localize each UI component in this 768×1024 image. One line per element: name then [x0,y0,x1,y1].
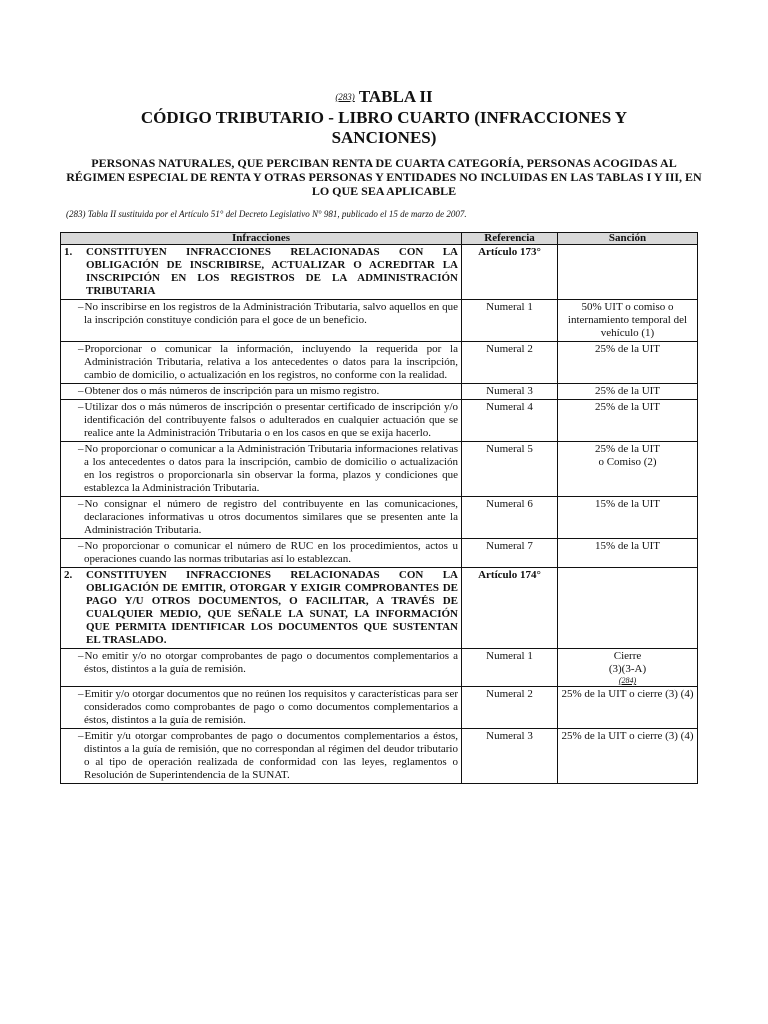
sanction-cell: 25% de la UIT o cierre (3) (4) [558,687,698,729]
infraction-text: Obtener dos o más números de inscripción para un mismo registro. [84,385,380,397]
sanction-cell [558,649,698,687]
infraction-text: Proporcionar o comunicar la información, incluyendo la requerida por la Administración Tributaria, relativa a los antecedentes o datos para la inscripción, cambio de domicilio, o actualización en los registros, no conforme con la realidad. [84,343,458,381]
table-row: –Proporcionar o comunicar la información, incluyendo la requerida por la Administración Tributaria, relativa a los antecedentes o datos para la inscripción, cambio de domicilio, o actualización en los registros, no conforme con la realidad. Numeral 2 25% de la UIT [61,342,698,384]
reference-cell: Numeral 1 [462,300,558,342]
infractions-table [60,232,698,784]
section-row [61,568,698,649]
table-row: –No proporcionar o comunicar el número de RUC en los procedimientos, actos u operaciones cuando las normas tributarias así lo establezcan. Numeral 7 15% de la UIT [61,539,698,568]
sanction-cell: 25% de la UIT [558,342,698,384]
reference-cell: Numeral 2 [462,687,558,729]
document-description: PERSONAS NATURALES, QUE PERCIBAN RENTA DE CUARTA CATEGORÍA, PERSONAS ACOGIDAS AL RÉGIMEN ESPECIAL DE RENTA Y OTRAS PERSONAS Y ENTIDADES NO INCLUIDAS EN LAS TABLAS I Y III, EN LO QUE SEA APLICABLE [66,156,702,198]
section-article: Artículo 173° [462,245,558,300]
sanction-cell: 15% de la UIT [558,497,698,539]
table-row: –No proporcionar o comunicar a la Administración Tributaria informaciones relativas a los antecedentes o datos para la inscripción, cambio de domicilio o actualización en los registros o proporcionarla sin observar la forma, plazos y condiciones que establezca la Administración Tributaria. Numeral 5 25% de la UIT o Comiso (2) [61,442,698,497]
reference-cell: Numeral 3 [462,729,558,784]
table-row: –No emitir y/o no otorgar comprobantes de pago o documentos complementarios a éstos, distintos a la guía de remisión. Numeral 1 Cierre (3)(3-A) (284) [61,649,698,687]
reference-cell: Numeral 3 [462,384,558,400]
section-title: CONSTITUYEN INFRACCIONES RELACIONADAS CON LA OBLIGACIÓN DE INSCRIBIRSE, ACTUALIZAR O ACREDITAR LA INSCRIPCIÓN EN LOS REGISTROS DE LA ADMINISTRACIÓN TRIBUTARIA [86,246,458,297]
sanction-line: 25% de la UIT [594,443,661,455]
sanction-cell: 25% de la UIT [558,384,698,400]
infraction-text: No emitir y/o no otorgar comprobantes de pago o documentos complementarios a éstos, distintos a la guía de remisión. [84,650,458,675]
sanction-cell: 15% de la UIT [558,539,698,568]
sanction-cell: 25% de la UIT o cierre (3) (4) [558,729,698,784]
reference-cell: Numeral 1 [462,649,558,687]
reference-cell: Numeral 5 [462,442,558,497]
infraction-text: Utilizar dos o más números de inscripción o presentar certificado de inscripción y/o identificación del contribuyente falsos o adulterados en cualquier actuación que se realice ante la Administración Tributaria o en los casos en que se exija hacerlo. [84,401,458,439]
sanction-line: Cierre [613,650,642,662]
sanction-cell: 25% de la UIT [558,400,698,442]
reference-cell: Numeral 4 [462,400,558,442]
section-heading [64,569,458,647]
section-title: CONSTITUYEN INFRACCIONES RELACIONADAS CON LA OBLIGACIÓN DE EMITIR, OTORGAR Y EXIGIR COMPROBANTES DE PAGO Y/U OTROS DOCUMENTOS, O FACILITAR, A TRAVÉS DE CUALQUIER MEDIO, QUE SEÑALE LA SUNAT, LA INFORMACIÓN QUE PERMITA IDENTIFICAR LOS DOCUMENTOS QUE SUSTENTAN EL TRASLADO. [86,569,458,646]
section-sanction-empty [558,568,698,649]
section-row [61,245,698,300]
section-number: 1. [64,246,73,258]
sanction-line: (3)(3-A) [608,663,647,675]
column-header-referencia: Referencia [462,233,558,245]
table-row: –Utilizar dos o más números de inscripción o presentar certificado de inscripción y/o identificación del contribuyente falsos o adulterados en cualquier actuación que se realice ante la Administración Tributaria o en los casos en que se exija hacerlo. Numeral 4 25% de la UIT [61,400,698,442]
document-subtitle: CÓDIGO TRIBUTARIO - LIBRO CUARTO (INFRACCIONES Y SANCIONES) [140,108,628,147]
infraction-text: Emitir y/u otorgar comprobantes de pago o documentos complementarios a éstos, distintos a la guía de remisión, que no correspondan al régimen del deudor tributario o al tipo de operación realizada de conformidad con las leyes, reglamentos o Resolución de Superintendencia de la SUNAT. [84,730,458,781]
sanction-line: o Comiso (2) [598,456,657,468]
column-header-sancion: Sanción [558,233,698,245]
footnote: (283) Tabla II sustituida por el Artículo 51° del Decreto Legislativo N° 981, publicado el 15 de marzo de 2007. [66,209,467,219]
infraction-text: No consignar el número de registro del contribuyente en las comunicaciones, declaraciones informativas u otros documentos similares que se presenten ante la Administración Tributaria. [84,498,458,536]
section-number: 2. [64,569,73,581]
table-row: –No consignar el número de registro del contribuyente en las comunicaciones, declaraciones informativas u otros documentos similares que se presenten ante la Administración Tributaria. Numeral 6 15% de la UIT [61,497,698,539]
title-footnote-ref: (283) [335,92,355,102]
reference-cell: Numeral 6 [462,497,558,539]
infraction-text: No inscribirse en los registros de la Administración Tributaria, salvo aquellos en que la inscripción constituye condición para el goce de un beneficio. [84,301,458,326]
section-heading [64,246,458,298]
infraction-text: Emitir y/o otorgar documentos que no reúnen los requisitos y características para ser considerados como comprobantes de pago o como documentos complementarios a éstos, distintos a la guía de remisión. [84,688,458,726]
section-sanction-empty [558,245,698,300]
infraction-text: No proporcionar o comunicar el número de RUC en los procedimientos, actos u operaciones cuando las normas tributarias así lo establezcan. [84,540,458,565]
reference-cell: Numeral 7 [462,539,558,568]
table-header-row [61,233,698,245]
table-row: –Emitir y/o otorgar documentos que no reúnen los requisitos y características para ser considerados como comprobantes de pago o como documentos complementarios a éstos, distintos a la guía de remisión. Numeral 2 25% de la UIT o cierre (3) (4) [61,687,698,729]
document-title [0,87,768,107]
title-text: TABLA II [358,87,433,106]
table-row: –Obtener dos o más números de inscripción para un mismo registro. Numeral 3 25% de la UIT [61,384,698,400]
infraction-text: No proporcionar o comunicar a la Administración Tributaria informaciones relativas a los antecedentes o datos para la inscripción, cambio de domicilio o actualización en los registros o proporcionarla sin observar la forma, plazos y condiciones que establezca la Administración Tributaria. [84,443,458,494]
table-row: –Emitir y/u otorgar comprobantes de pago o documentos complementarios a éstos, distintos a la guía de remisión, que no correspondan al régimen del deudor tributario o al tipo de operación realizada de conformidad con las leyes, reglamentos o Resolución de Superintendencia de la SUNAT. Numeral 3 25% de la UIT o cierre (3) (4) [61,729,698,784]
reference-cell: Numeral 2 [462,342,558,384]
sanction-cell [558,442,698,497]
column-header-infracciones: Infracciones [61,233,462,245]
section-article: Artículo 174° [462,568,558,649]
sanction-cell: 50% UIT o comiso o internamiento temporal del vehículo (1) [558,300,698,342]
sanction-footnote-ref: (284) [618,676,637,685]
table-row: –No inscribirse en los registros de la Administración Tributaria, salvo aquellos en que la inscripción constituye condición para el goce de un beneficio. Numeral 1 50% UIT o comiso o internamiento temporal del vehículo (1) [61,300,698,342]
